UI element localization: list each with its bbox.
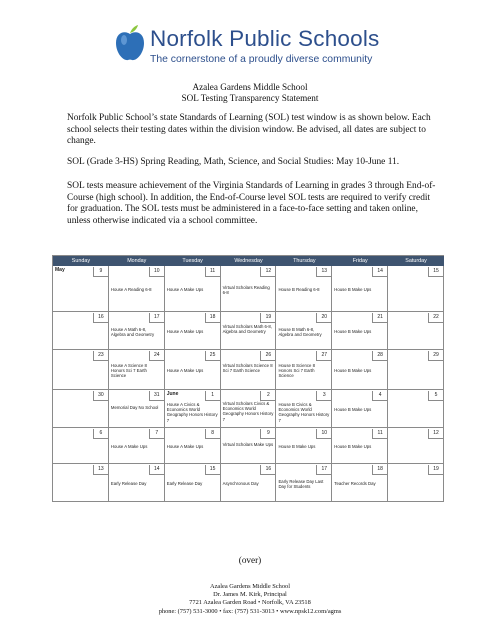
day-events: House B Reading 6-8 [278,287,320,292]
day-number: 31 [149,391,164,401]
calendar-day-cell [388,312,444,350]
day-events: House A Make Ups [110,444,148,449]
day-header-wednesday: Wednesday [234,258,263,264]
day-events: House B Science 8 Honors Sci 7 Earth Science [278,363,315,379]
calendar-day-cell [109,312,165,350]
day-number: 11 [372,429,387,439]
day-events: Early Release Day [110,481,147,486]
day-events: House A Make Ups [166,444,204,449]
calendar-day-cell [53,428,109,464]
testing-calendar [52,255,444,502]
calendar-day-cell [53,312,109,350]
calendar-day-cell [388,350,444,390]
day-number: 14 [372,267,387,277]
intro-paragraph: Norfolk Public School’s state Standards of Learning (SOL) test window is as shown below. Each school selects their testing dates within the division window. Be advised, all dates are subject to change. [67,113,431,147]
day-events: Asynchronous Day [222,481,259,486]
calendar-day-cell [332,390,388,428]
day-number: 11 [205,267,220,277]
footer-school: Azalea Gardens Middle School [209,583,291,590]
day-number: 21 [372,313,387,323]
footer-contact: phone: (757) 531-3000 • fax: (757) 531-3013 • www.npsk12.com/agms [158,607,342,615]
day-number: 3 [316,391,331,401]
day-number: 8 [205,429,220,439]
apple-logo-icon [114,24,146,62]
day-number: 30 [93,391,108,401]
day-header-thursday: Thursday [293,258,316,264]
day-number: 29 [428,351,443,361]
district-logo [114,22,394,70]
footer-address: 7721 Azalea Garden Road • Norfolk, VA 23518 [189,599,311,607]
day-number: 18 [205,313,220,323]
day-number: 15 [428,267,443,277]
calendar-day-cell [109,428,165,464]
day-events: Virtual Scholars Math 6-8, Algebra and Geometry [222,324,272,335]
day-events: House B Make Ups [334,287,372,292]
day-events: Memorial Day No School [110,405,159,410]
day-events: House B Make Ups [334,407,372,412]
calendar-day-cell [221,350,277,390]
calendar-day-cell [165,350,221,390]
day-events: House B Make Ups [334,329,372,334]
day-events: House A Science 8 Honors Sci 7 Earth Science [110,363,147,379]
calendar-day-cell [165,390,221,428]
calendar-day-cell [165,266,221,312]
day-number: 12 [260,267,275,277]
calendar-day-cell [53,464,109,502]
over-note: (over) [238,555,262,565]
calendar-day-cell [332,312,388,350]
day-number: 2 [260,391,275,401]
day-events: Teacher Records Day [334,481,376,486]
day-number: 10 [149,267,164,277]
day-number: 25 [205,351,220,361]
footer-principal: Dr. James M. Kirk, Principal [213,591,287,599]
calendar-day-cell [165,464,221,502]
day-number: 16 [93,313,108,323]
calendar-day-cell [332,266,388,312]
day-events: Early Release Day Last Day for Students [278,479,324,490]
day-events: House A Civics & Economics World Geography Honors History 7 [166,402,218,423]
day-events: House A Make Ups [166,287,204,292]
day-number: 1 [205,391,220,401]
day-number: 12 [428,429,443,439]
calendar-day-cell [221,428,277,464]
calendar-day-cell [109,266,165,312]
calendar-header [53,256,444,266]
statement-title: SOL Testing Transparency Statement [181,93,319,103]
sol-description-paragraph: SOL tests measure achievement of the Virginia Standards of Learning in grades 3 through End-of-Course (high school). In addition, the End-of-Course level SOL tests are required to verify credit for graduation. The SOL tests must be administered in a face-to-face setting and taken online, unless otherwise indicated via a school committee. [67,181,436,226]
day-number: 15 [205,465,220,475]
day-header-monday: Monday [127,258,147,264]
day-events: House B Make Ups [334,444,372,449]
day-events: Virtual Scholars Civics & Economics World Geography Honors History 7 [222,401,274,422]
day-events: House B Make Ups [334,368,372,373]
day-header-saturday: Saturday [405,258,427,264]
district-name: Norfolk Public Schools [150,26,380,51]
day-events: House A Make Ups [166,329,204,334]
day-events: House A Make Ups [166,368,204,373]
day-events: House A Reading 6-8 [110,287,152,292]
calendar-day-cell [276,312,332,350]
day-number: 6 [93,429,108,439]
district-tagline: The cornerstone of a proudly diverse community [150,54,373,65]
calendar-day-cell [221,266,277,312]
day-events: House B Civics & Economics World Geography Honors History 7 [278,402,330,423]
calendar-day-cell [221,312,277,350]
day-events: House B Math 6-8, Algebra and Geometry [278,327,322,338]
calendar-day-cell [165,312,221,350]
calendar-day-cell [388,428,444,464]
calendar-day-cell [332,428,388,464]
day-number: 4 [372,391,387,401]
calendar-week [53,312,444,350]
day-events: Virtual Scholars Reading 6-8 [222,285,270,296]
day-number: 7 [149,429,164,439]
day-number: 17 [316,465,331,475]
day-number: 10 [316,429,331,439]
calendar-day-cell [221,390,277,428]
day-number: 9 [93,267,108,277]
day-number: 13 [316,267,331,277]
calendar-week [53,350,444,390]
calendar-week [53,390,444,428]
day-number: 14 [149,465,164,475]
day-number: 20 [316,313,331,323]
calendar-day-cell [332,464,388,502]
calendar-day-cell [221,464,277,502]
calendar-week [53,266,444,312]
day-number: 5 [428,391,443,401]
calendar-day-cell [388,266,444,312]
calendar-day-cell [109,464,165,502]
day-number: 22 [428,313,443,323]
calendar-body [53,266,444,502]
day-number: 13 [93,465,108,475]
sol-window-paragraph: SOL (Grade 3-HS) Spring Reading, Math, Science, and Social Studies: May 10-June 11. [67,157,400,167]
day-events: House A Math 6-8, Algebra and Geometry [110,327,155,338]
calendar-day-cell [332,350,388,390]
calendar-day-cell [276,350,332,390]
calendar-day-cell [276,266,332,312]
calendar-day-cell [276,390,332,428]
day-number: 18 [372,465,387,475]
footer [0,583,500,616]
calendar-day-cell [276,428,332,464]
calendar-day-cell [276,464,332,502]
day-number: 23 [93,351,108,361]
day-header-friday: Friday [352,258,368,264]
calendar-day-cell [388,464,444,502]
day-events: Early Release Day [166,481,203,486]
calendar-week [53,428,444,464]
month-label: May [55,267,65,273]
calendar-day-cell [109,390,165,428]
calendar-day-cell [53,350,109,390]
day-header-tuesday: Tuesday [182,258,203,264]
day-header-sunday: Sunday [71,258,91,264]
calendar-day-cell [53,390,109,428]
month-label: June [166,391,179,397]
school-name: Azalea Gardens Middle School [192,82,308,92]
calendar-week [53,464,444,502]
day-events: House B Make Ups [278,444,316,449]
day-number: 24 [149,351,164,361]
calendar-day-cell [388,390,444,428]
day-number: 17 [149,313,164,323]
day-number: 27 [316,351,331,361]
day-number: 9 [260,429,275,439]
day-events: Virtual Scholars Science 8 Sci 7 Earth Science [222,363,273,374]
day-number: 26 [260,351,275,361]
calendar-day-cell [165,428,221,464]
day-number: 19 [428,465,443,475]
calendar-day-cell [53,266,109,312]
day-number: 19 [260,313,275,323]
calendar-day-cell [109,350,165,390]
day-events: Virtual Scholars Make Ups [222,442,274,447]
day-number: 28 [372,351,387,361]
day-number: 16 [260,465,275,475]
